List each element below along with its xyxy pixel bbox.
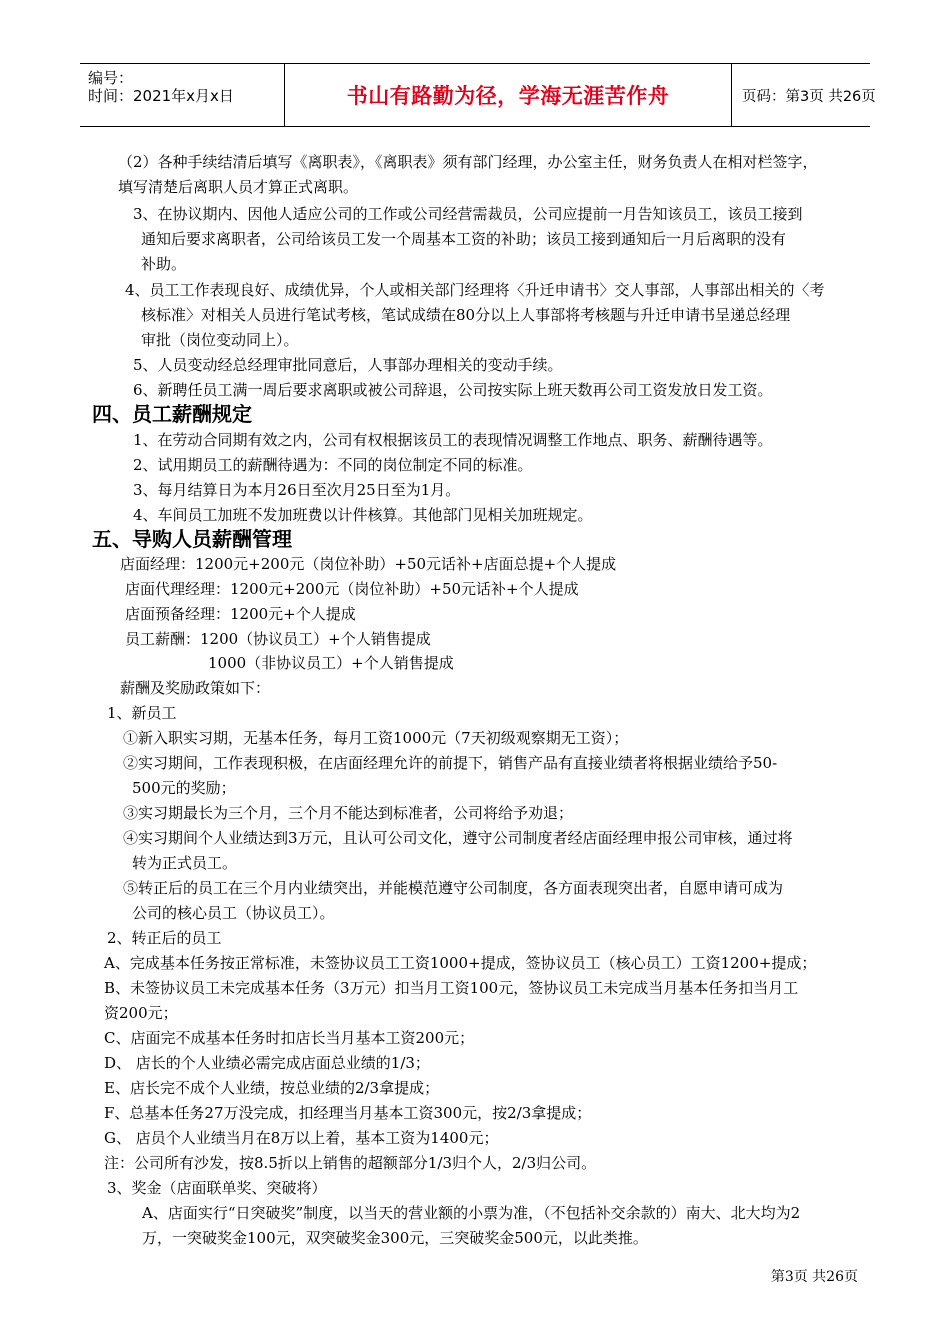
document-date: 时间：2021年x月x日 [88, 87, 234, 105]
body-line: 公司的核心员工（协议员工）。 [132, 904, 335, 922]
page-footer: 第3页 共26页 [770, 1269, 858, 1285]
body-line: 店面代理经理：1200元+200元（岗位补助）+50元话补+个人提成 [125, 580, 579, 598]
body-line: 店面预备经理：1200元+个人提成 [125, 605, 356, 623]
header-page-number: 页码：第3页 共26页 [742, 88, 876, 105]
body-line: 资200元； [104, 1004, 178, 1022]
body-line: 核标准〉对相关人员进行笔试考核，笔试成绩在80分以上人事部将考核题与升迁申请书呈递总经理 [141, 306, 791, 324]
body-line: E、店长完不成个人业绩，按总业绩的2/3拿提成； [104, 1079, 440, 1097]
body-line: 2、试用期员工的薪酬待遇为：不同的岗位制定不同的标准。 [133, 456, 533, 474]
body-line: A、店面实行“日突破奖”制度，以当天的营业额的小票为准，（不包括补交余款的）南大、北大均为2 [142, 1204, 801, 1222]
body-line: 5、人员变动经总经理审批同意后，人事部办理相关的变动手续。 [133, 356, 563, 374]
body-line: A、完成基本任务按正常标准，未签协议员工工资1000+提成，签协议员工（核心员工）工资1200+提成； [104, 954, 817, 972]
body-line: 3、每月结算日为本月26日至次月25日至为1月。 [133, 481, 461, 499]
body-line: D、 店长的个人业绩必需完成店面总业绩的1/3； [104, 1054, 430, 1072]
section-heading: 四、员工薪酬规定 [92, 402, 252, 426]
body-line: 500元的奖励； [132, 779, 236, 797]
body-line: ①新入职实习期，无基本任务，每月工资1000元（7天初级观察期无工资）； [123, 729, 629, 747]
body-line: ②实习期间，工作表现积极，在店面经理允许的前提下，销售产品有直接业绩者将根据业绩给予50- [123, 754, 778, 772]
body-line: 万，一突破奖金100元，双突破奖金300元，三突破奖金500元，以此类推。 [142, 1229, 648, 1247]
body-line: G、 店员个人业绩当月在8万以上着，基本工资为1400元； [104, 1129, 499, 1147]
body-line: 通知后要求离职者，公司给该员工发一个周基本工资的补助；该员工接到通知后一月后离职的没有 [141, 230, 787, 248]
section-heading: 五、导购人员薪酬管理 [92, 527, 292, 551]
body-line: 1、在劳动合同期有效之内，公司有权根据该员工的表现情况调整工作地点、职务、薪酬待遇等。 [133, 431, 773, 449]
body-line: 3、在协议期内、因他人适应公司的工作或公司经营需裁员，公司应提前一月告知该员工，该员工接到 [133, 205, 803, 223]
body-line: 薪酬及奖励政策如下： [120, 679, 271, 697]
body-line: 3、奖金（店面联单奖、突破将） [107, 1179, 327, 1197]
body-line: （2）各种手续结清后填写《离职表》，《离职表》须有部门经理，办公室主任，财务负责人在相对栏签字， [118, 153, 818, 171]
header-meta [88, 64, 283, 131]
body-line: 注：公司所有沙发，按8.5折以上销售的超额部分1/3归个人，2/3归公司。 [104, 1154, 597, 1172]
body-line: 6、新聘任员工满一周后要求离职或被公司辞退，公司按实际上班天数再公司工资发放日发工资。 [133, 381, 773, 399]
body-line: 1、新员工 [107, 704, 177, 722]
body-line: 店面经理：1200元+200元（岗位补助）+50元话补+店面总提+个人提成 [120, 555, 617, 573]
body-line: 填写清楚后离职人员才算正式离职。 [118, 178, 359, 196]
body-line: 2、转正后的员工 [107, 929, 222, 947]
body-line: C、店面完不成基本任务时扣店长当月基本工资200元； [104, 1029, 475, 1047]
body-line: 员工薪酬：1200（协议员工）+个人销售提成 [125, 630, 431, 648]
header-motto: 书山有路勤为径，学海无涯苦作舟 [346, 84, 670, 108]
body-line: 4、员工工作表现良好、成绩优异，个人或相关部门经理将〈升迁申请书〉交人事部，人事部出相关的〈考 [125, 281, 825, 299]
header-motto-cell [284, 64, 732, 126]
document-number: 编号： [88, 69, 134, 87]
body-line: 转为正式员工。 [132, 854, 238, 872]
body-line: ③实习期最长为三个月，三个月不能达到标准者，公司将给予劝退； [123, 804, 574, 822]
body-line: F、总基本任务27万没完成，扣经理当月基本工资300元，按2/3拿提成； [104, 1104, 592, 1122]
body-line: 4、车间员工加班不发加班费以计件核算。其他部门见相关加班规定。 [133, 506, 593, 524]
body-line: 审批（岗位变动同上）。 [141, 331, 299, 349]
body-line: 1000（非协议员工）+个人销售提成 [208, 654, 454, 672]
body-line: ④实习期间个人业绩达到3万元，且认可公司文化，遵守公司制度者经店面经理申报公司审核，通过将 [123, 829, 793, 847]
body-line: ⑤转正后的员工在三个月内业绩突出，并能模范遵守公司制度，各方面表现突出者，自愿申请可成为 [123, 879, 784, 897]
body-line: B、未签协议员工未完成基本任务（3万元）扣当月工资100元，签协议员工未完成当月基本任务扣当月工 [104, 979, 799, 997]
page-header [80, 63, 876, 127]
body-line: 补助。 [141, 255, 187, 273]
